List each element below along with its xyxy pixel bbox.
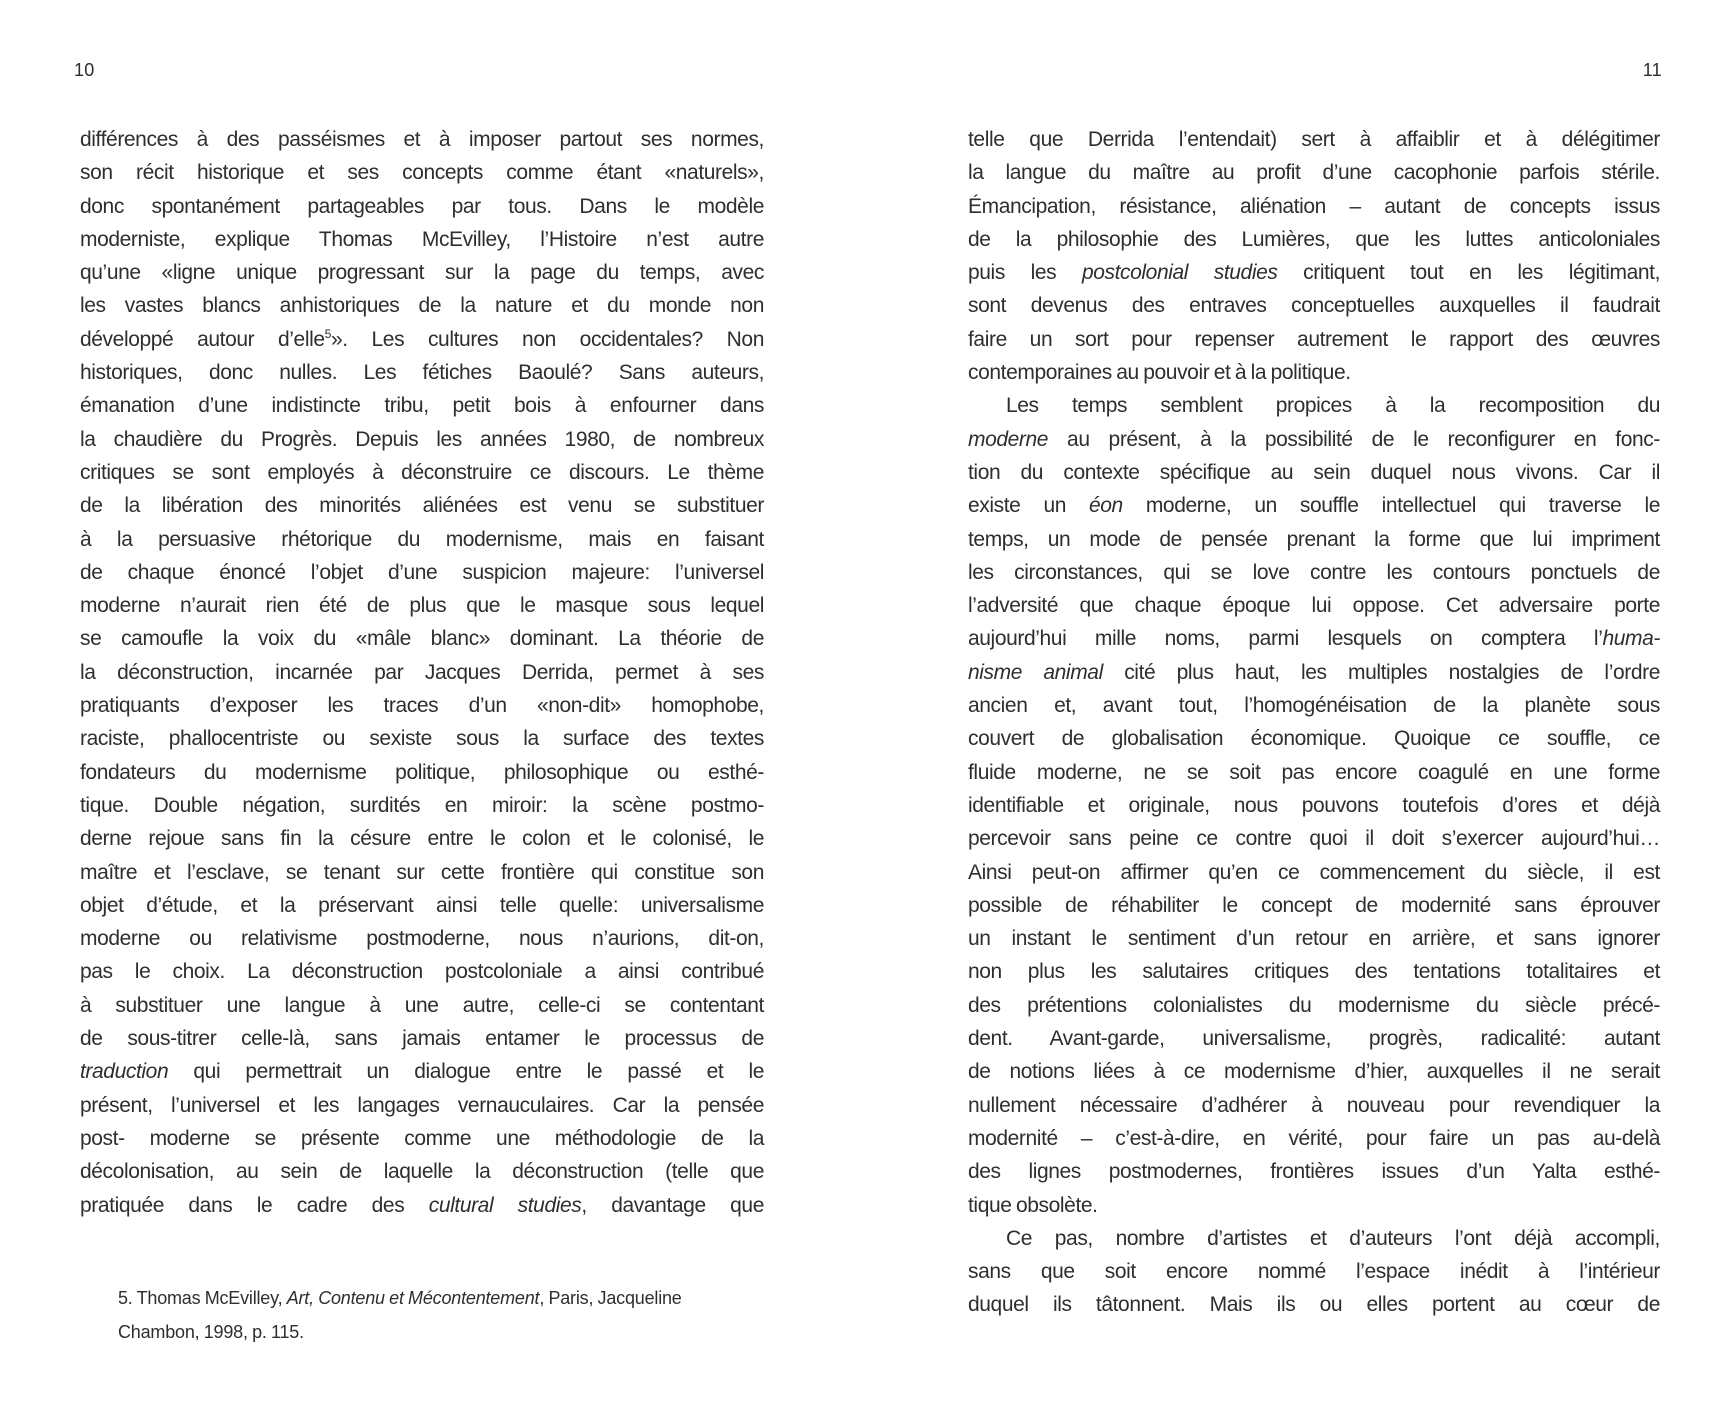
text-line (80, 756, 764, 789)
text-line (968, 1122, 1660, 1155)
text-line (968, 356, 1660, 389)
text-line (80, 622, 764, 655)
text-segment: différences à des passéismes et à imposer partout ses normes, (80, 128, 764, 151)
text-line (968, 1089, 1660, 1122)
text-segment: puis les (968, 261, 1082, 285)
text-line (968, 955, 1660, 988)
text-segment: critiquent tout en les légitimant, (1277, 261, 1661, 285)
text-segment: objet d’étude, et la préservant ainsi telle quelle: universalisme (80, 893, 764, 917)
text-segment: nullement nécessaire d’adhérer à nouveau pour revendiquer la (968, 1093, 1660, 1117)
paragraph (118, 1281, 764, 1349)
text-segment: dent. Avant-garde, universalisme, progrès, radicalité: autant (968, 1027, 1660, 1051)
text-segment: faire un sort pour repenser autrement le rapport des œuvres (968, 327, 1660, 351)
text-line (968, 1288, 1660, 1321)
text-line (80, 256, 764, 289)
text-segment: présent, l’universel et les langages vernauculaires. Car la pensée (80, 1093, 764, 1117)
text-line (80, 1189, 764, 1222)
text-segment: tique obsolète. (968, 1193, 1098, 1217)
text-line (968, 156, 1660, 189)
text-segment: Émancipation, résistance, aliénation – autant de concepts issus (968, 194, 1660, 218)
text-line (80, 656, 764, 689)
text-segment: couvert de globalisation économique. Quoique ce souffle, ce (968, 727, 1660, 751)
text-line (968, 1055, 1660, 1088)
text-line (968, 889, 1660, 922)
italic-text: nisme animal (968, 660, 1103, 684)
text-segment: Chambon, 1998, p. 115. (118, 1322, 304, 1342)
text-segment: ». Les cultures non occidentales? Non (331, 327, 764, 351)
text-segment: de sous-titrer celle-là, sans jamais entamer le processus de (80, 1027, 764, 1051)
text-segment: cité plus haut, les multiples nostalgies de l’ordre (1102, 660, 1660, 684)
text-segment: Les temps semblent propices à la recomposition du (1006, 394, 1660, 418)
text-segment: identifiable et originale, nous pouvons toutefois d’ores et déjà (968, 793, 1660, 817)
text-segment: fluide moderne, ne se soit pas encore coagulé en une forme (968, 760, 1660, 784)
text-segment: décolonisation, au sein de laquelle la déconstruction (telle que (80, 1160, 764, 1184)
text-segment: à la persuasive rhétorique du modernisme, mais en faisant (80, 527, 764, 551)
text-line (80, 156, 764, 189)
text-line (80, 789, 764, 822)
text-segment: non plus les salutaires critiques des tentations totalitaires et (968, 960, 1660, 984)
text-line (968, 1022, 1660, 1055)
text-line (80, 1155, 764, 1188)
text-segment: temps, un mode de pensée prenant la forme que lui impriment (968, 527, 1660, 551)
text-segment: historiques, donc nulles. Les fétiches Baoulé? Sans auteurs, (80, 361, 764, 385)
text-segment: , davantage que (581, 1193, 764, 1217)
text-line (968, 589, 1660, 622)
page-number-right: 11 (1642, 60, 1662, 80)
text-line (968, 389, 1660, 422)
text-segment: pratiquants d’exposer les traces d’un «non-dit» homophobe, (80, 694, 764, 718)
text-line (80, 190, 764, 223)
text-line (968, 856, 1660, 889)
text-segment: des prétentions colonialistes du modernisme du siècle précé- (968, 993, 1660, 1017)
text-line (968, 722, 1660, 755)
footnote (118, 1281, 764, 1349)
text-segment: Ce pas, nombre d’artistes et d’auteurs l’ont déjà accompli, (1006, 1226, 1660, 1250)
text-segment: telle que Derrida l’entendait) sert à affaiblir et à délégitimer (968, 128, 1660, 151)
text-segment: moderne ou relativisme postmoderne, nous n’aurions, dit-on, (80, 927, 764, 951)
text-line (968, 423, 1660, 456)
text-segment: duquel ils tâtonnent. Mais ils ou elles portent au cœur de (968, 1293, 1660, 1317)
text-segment: sans que soit encore nommé l’espace inédit à l’intérieur (968, 1260, 1660, 1284)
text-line (968, 1155, 1660, 1188)
text-segment: qui permettrait un dialogue entre le passé et le (168, 1060, 764, 1084)
text-segment: qu’une «ligne unique progressant sur la page du temps, avec (80, 261, 764, 285)
paragraph (80, 123, 764, 1222)
text-line (80, 1089, 764, 1122)
text-line (968, 489, 1660, 522)
text-segment: un instant le sentiment d’un retour en arrière, et sans ignorer (968, 927, 1660, 951)
text-segment: pas le choix. La déconstruction postcoloniale a ainsi contribué (80, 960, 764, 984)
text-line (968, 622, 1660, 655)
text-line (80, 889, 764, 922)
text-segment: possible de réhabiliter le concept de modernité sans éprouver (968, 893, 1660, 917)
text-segment: les circonstances, qui se love contre les contours ponctuels de (968, 560, 1660, 584)
text-segment: son récit historique et ses concepts comme étant «naturels», (80, 161, 764, 185)
text-line (968, 656, 1660, 689)
text-line (968, 1189, 1660, 1222)
text-line (968, 523, 1660, 556)
text-segment: modernité – c’est-à-dire, en vérité, pour faire un pas au-delà (968, 1126, 1660, 1150)
text-line (968, 289, 1660, 322)
text-segment: tique. Double négation, surdités en miroir: la scène postmo- (80, 793, 764, 817)
text-line (80, 689, 764, 722)
italic-text: Art, Contenu et Mécontentement (286, 1288, 540, 1308)
text-segment: à substituer une langue à une autre, celle-ci se contentant (80, 993, 764, 1017)
text-line (80, 989, 764, 1022)
text-segment: aujourd’hui mille noms, parmi lesquels on comptera l’ (968, 627, 1603, 651)
text-segment: , Paris, Jacqueline (539, 1288, 682, 1308)
text-line (80, 922, 764, 955)
text-segment: pratiquée dans le cadre des (80, 1193, 429, 1217)
text-segment: de notions liées à ce modernisme d’hier, auxquelles il ne serait (968, 1060, 1660, 1084)
text-segment: percevoir sans peine ce contre quoi il doit s’exercer aujourd’hui… (968, 827, 1660, 851)
paragraph (968, 1222, 1660, 1322)
text-line (968, 190, 1660, 223)
text-segment: moderne, un souffle intellectuel qui traverse le (1122, 494, 1660, 518)
text-line (80, 556, 764, 589)
text-segment: ancien et, avant tout, l’homogénéisation de la planète sous (968, 694, 1660, 718)
italic-text: postcolonial studies (1081, 261, 1278, 285)
text-line (80, 589, 764, 622)
text-segment: émanation d’une indistincte tribu, petit bois à enfourner dans (80, 394, 764, 418)
text-line (118, 1315, 764, 1349)
text-segment: de chaque énoncé l’objet d’une suspicion majeure: l’universel (80, 560, 764, 584)
text-segment: la déconstruction, incarnée par Jacques Derrida, permet à ses (80, 660, 764, 684)
text-line (118, 1281, 764, 1315)
text-line (968, 223, 1660, 256)
text-line (968, 989, 1660, 1022)
text-line (80, 456, 764, 489)
text-line (968, 689, 1660, 722)
text-line (80, 356, 764, 389)
text-line (80, 955, 764, 988)
text-segment: raciste, phallocentriste ou sexiste sous la surface des textes (80, 727, 764, 751)
text-segment: tion du contexte spécifique au sein duquel nous vivons. Car il (968, 460, 1660, 484)
text-line (968, 756, 1660, 789)
text-segment: fondateurs du modernisme politique, philosophique ou esthé- (80, 760, 764, 784)
text-line (80, 489, 764, 522)
text-segment: post- moderne se présente comme une méthodologie de la (80, 1126, 764, 1150)
text-segment: des lignes postmodernes, frontières issues d’un Yalta esthé- (968, 1160, 1660, 1184)
text-segment: les vastes blancs anhistoriques de la nature et du monde non (80, 294, 764, 318)
text-segment: l’adversité que chaque époque lui oppose. Cet adversaire porte (968, 594, 1660, 618)
text-line (968, 1222, 1660, 1255)
text-line (80, 1055, 764, 1088)
italic-text: éon (1089, 494, 1123, 518)
text-segment: la langue du maître au profit d’une cacophonie parfois stérile. (968, 161, 1660, 185)
text-line (968, 456, 1660, 489)
footnote-marker: 5 (324, 326, 332, 341)
text-segment: Ainsi peut-on affirmer qu’en ce commencement du siècle, il est (968, 860, 1660, 884)
text-line (80, 523, 764, 556)
text-line (968, 1255, 1660, 1288)
text-line (80, 323, 764, 356)
text-segment: derne rejoue sans fin la césure entre le colon et le colonisé, le (80, 827, 764, 851)
paragraph (968, 123, 1660, 389)
text-line (968, 123, 1660, 156)
text-segment: 5. Thomas McEvilley, (118, 1288, 287, 1308)
italic-text: cultural studies (428, 1193, 582, 1217)
text-segment: moderniste, explique Thomas McEvilley, l’Histoire n’est autre (80, 227, 764, 251)
text-line (80, 822, 764, 855)
italic-text: huma- (1602, 627, 1660, 651)
text-segment: la chaudière du Progrès. Depuis les années 1980, de nombreux (80, 427, 764, 451)
text-segment: développé autour d’elle (80, 327, 325, 351)
text-line (80, 856, 764, 889)
text-line (80, 223, 764, 256)
text-line (968, 822, 1660, 855)
text-segment: critiques se sont employés à déconstruire ce discours. Le thème (80, 460, 764, 484)
text-line (968, 556, 1660, 589)
page-number-left: 10 (74, 60, 95, 80)
text-line (80, 722, 764, 755)
text-segment: contemporaines au pouvoir et à la politique. (968, 361, 1351, 385)
text-line (80, 289, 764, 322)
left-page-body-text (80, 123, 764, 1222)
text-line (80, 423, 764, 456)
paragraph (968, 389, 1660, 1221)
text-segment: maître et l’esclave, se tenant sur cette frontière qui constitue son (80, 860, 764, 884)
text-segment: existe un (968, 494, 1089, 518)
text-line (968, 323, 1660, 356)
text-segment: de la philosophie des Lumières, que les luttes anticoloniales (968, 227, 1660, 251)
text-segment: de la libération des minorités aliénées est venu se substituer (80, 494, 764, 518)
text-segment: au présent, à la possibilité de le reconfigurer en fonc- (1048, 427, 1660, 451)
text-line (968, 256, 1660, 289)
text-line (80, 1122, 764, 1155)
text-line (80, 389, 764, 422)
italic-text: moderne (968, 427, 1049, 451)
text-segment: se camoufle la voix du «mâle blanc» dominant. La théorie de (80, 627, 764, 651)
text-segment: sont devenus des entraves conceptuelles auxquelles il faudrait (968, 294, 1660, 318)
italic-text: traduction (80, 1060, 169, 1084)
text-line (968, 922, 1660, 955)
text-segment: donc spontanément partageables par tous. Dans le modèle (80, 194, 764, 218)
text-line (80, 123, 764, 156)
text-line (80, 1022, 764, 1055)
right-page-body-text (968, 123, 1660, 1322)
text-segment: moderne n’aurait rien été de plus que le masque sous lequel (80, 594, 764, 618)
text-line (968, 789, 1660, 822)
